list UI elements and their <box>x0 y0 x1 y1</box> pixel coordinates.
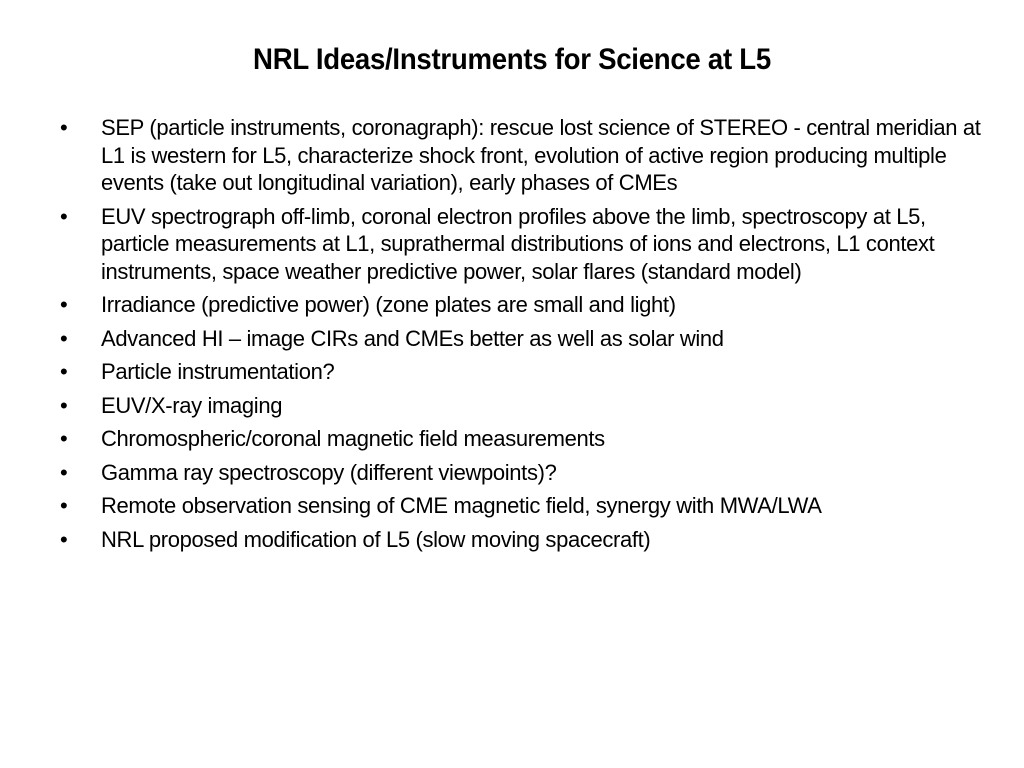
bullet-icon: • <box>60 325 68 351</box>
bullet-item <box>56 114 986 197</box>
bullet-icon: • <box>60 359 68 384</box>
bullet-text: SEP (particle instruments, coronagraph): rescue lost science of STEREO - central meridian at L1 is western for L5, characterize shock front, evolution of active region producing multiple events (take out longitudinal variation), early phases of CMEs <box>101 115 981 195</box>
bullet-icon: • <box>60 115 68 140</box>
bullet-text: Gamma ray spectroscopy (different viewpoints)? <box>101 459 557 485</box>
bullet-text: Irradiance (predictive power) (zone plates are small and light) <box>101 292 676 317</box>
bullet-icon: • <box>60 203 68 229</box>
bullet-item <box>56 392 986 420</box>
bullet-text: Advanced HI – image CIRs and CMEs better as well as solar wind <box>101 325 724 351</box>
bullet-item <box>56 526 986 554</box>
slide-title: NRL Ideas/Instruments for Science at L5 <box>253 43 771 76</box>
bullet-item <box>56 358 986 386</box>
bullet-item <box>56 291 986 319</box>
bullet-icon: • <box>60 392 68 418</box>
bullet-item <box>56 325 986 353</box>
bullet-text: EUV spectrograph off-limb, coronal electron profiles above the limb, spectroscopy at L5, particle measurements at L1, suprathermal distributions of ions and electrons, L1 context instruments, space weather predictive power, solar flares (standard model) <box>101 203 935 284</box>
bullet-text: EUV/X-ray imaging <box>101 392 283 418</box>
bullet-list <box>56 114 986 559</box>
bullet-text: Chromospheric/coronal magnetic field measurements <box>101 426 605 451</box>
bullet-item <box>56 203 986 286</box>
bullet-text: NRL proposed modification of L5 (slow moving spacecraft) <box>101 526 651 552</box>
bullet-text: Particle instrumentation? <box>101 359 335 384</box>
bullet-icon: • <box>60 292 68 317</box>
bullet-item <box>56 459 986 487</box>
bullet-text: Remote observation sensing of CME magnetic field, synergy with MWA/LWA <box>101 493 822 518</box>
bullet-item <box>56 492 986 520</box>
bullet-item <box>56 425 986 453</box>
bullet-icon: • <box>60 493 68 518</box>
bullet-icon: • <box>60 459 68 485</box>
bullet-icon: • <box>60 426 68 451</box>
bullet-icon: • <box>60 526 68 552</box>
